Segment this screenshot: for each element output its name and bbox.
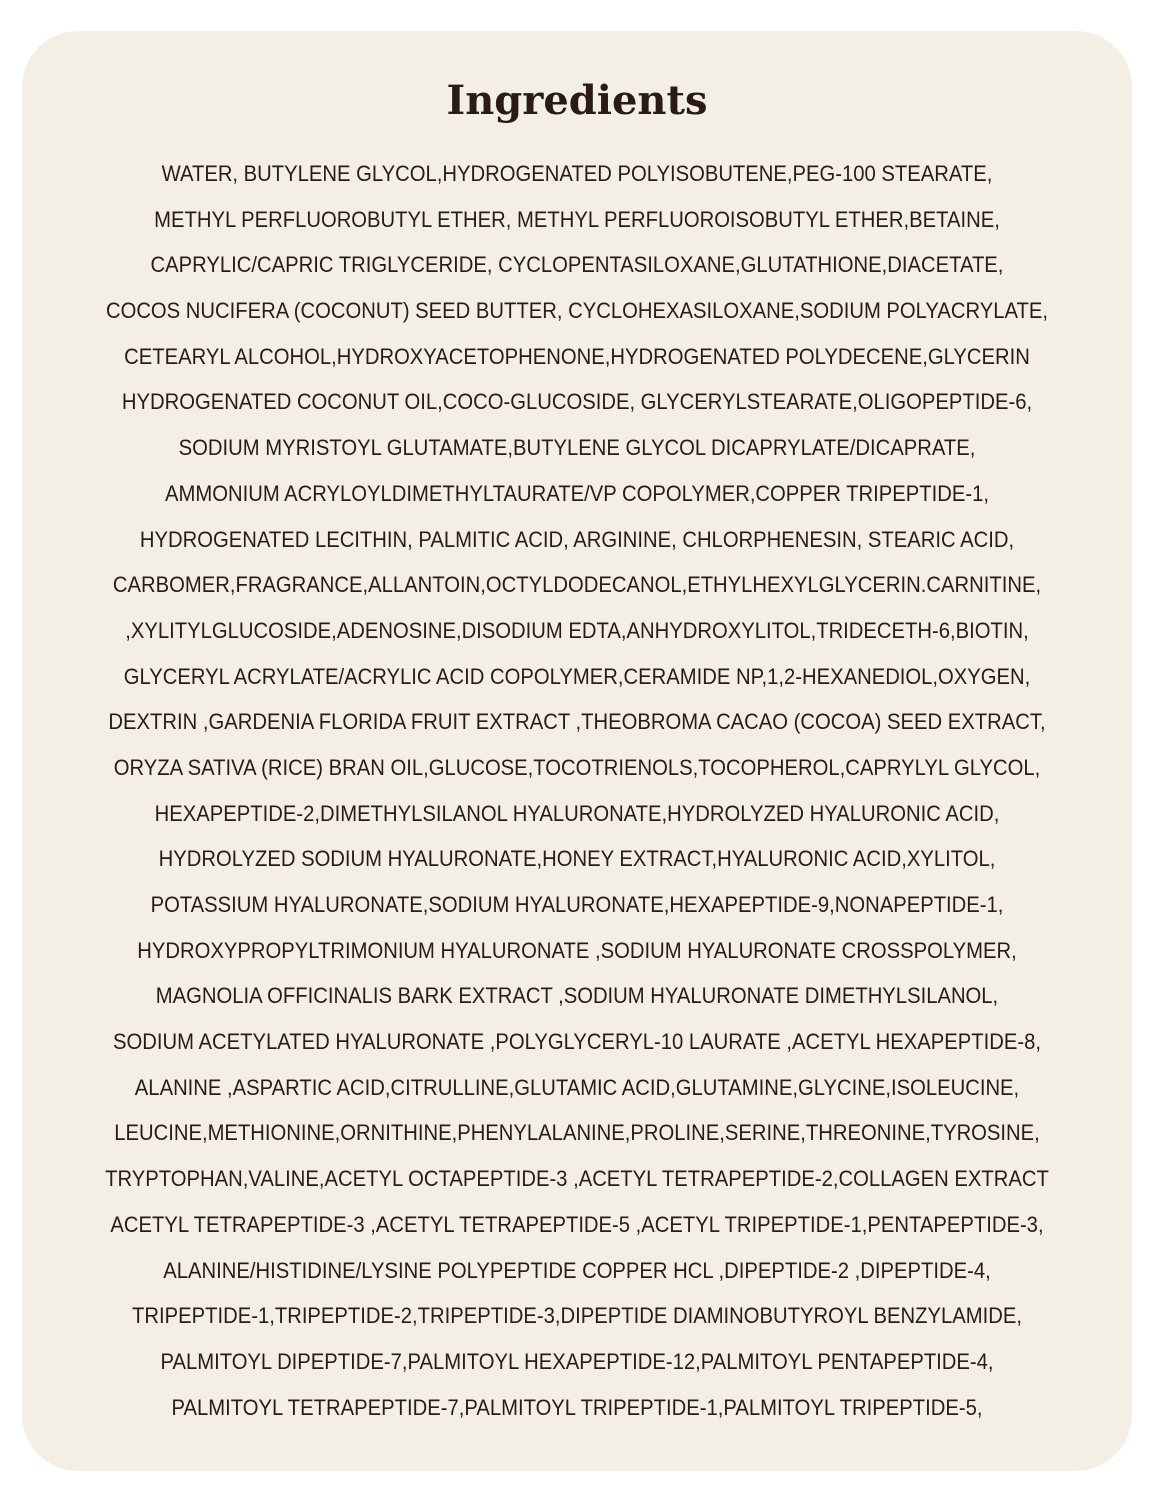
ingredient-line: SODIUM MYRISTOYL GLUTAMATE,BUTYLENE GLYCOL DICAPRYLATE/DICAPRATE, (178, 435, 976, 461)
ingredient-line: ALANINE/HISTIDINE/LYSINE POLYPEPTIDE COPPER HCL ,DIPEPTIDE-2 ,DIPEPTIDE-4, (163, 1257, 991, 1283)
ingredient-line: LEUCINE,METHIONINE,ORNITHINE,PHENYLALANINE,PROLINE,SERINE,THREONINE,TYROSINE, (114, 1120, 1040, 1146)
ingredient-line: PALMITOYL TETRAPEPTIDE-7,PALMITOYL TRIPEPTIDE-1,PALMITOYL TRIPEPTIDE-5, (171, 1394, 983, 1420)
ingredient-line: SODIUM ACETYLATED HYALURONATE ,POLYGLYCERYL-10 LAURATE ,ACETYL HEXAPEPTIDE-8, (113, 1029, 1041, 1055)
ingredient-line: GLYCERYL ACRYLATE/ACRYLIC ACID COPOLYMER,CERAMIDE NP,1,2-HEXANEDIOL,OXYGEN, (123, 663, 1031, 689)
ingredient-line: AMMONIUM ACRYLOYLDIMETHYLTAURATE/VP COPOLYMER,COPPER TRIPEPTIDE-1, (164, 480, 990, 506)
ingredient-line: METHYL PERFLUOROBUTYL ETHER, METHYL PERFLUOROISOBUTYL ETHER,BETAINE, (154, 206, 1000, 232)
ingredient-line: HYDROLYZED SODIUM HYALURONATE,HONEY EXTRACT,HYALURONIC ACID,XYLITOL, (158, 846, 996, 872)
ingredient-line: CARBOMER,FRAGRANCE,ALLANTOIN,OCTYLDODECANOL,ETHYLHEXYLGLYCERIN.CARNITINE, (112, 572, 1042, 598)
ingredient-line: COCOS NUCIFERA (COCONUT) SEED BUTTER, CYCLOHEXASILOXANE,SODIUM POLYACRYLATE, (105, 298, 1049, 324)
ingredient-line: ALANINE ,ASPARTIC ACID,CITRULLINE,GLUTAMIC ACID,GLUTAMINE,GLYCINE,ISOLEUCINE, (134, 1074, 1020, 1100)
page-title: Ingredients (446, 77, 708, 124)
ingredient-line: ,XYLITYLGLUCOSIDE,ADENOSINE,DISODIUM EDTA,ANHYDROXYLITOL,TRIDECETH-6,BIOTIN, (125, 617, 1029, 643)
ingredient-line: TRYPTOPHAN,VALINE,ACETYL OCTAPEPTIDE-3 ,ACETYL TETRAPEPTIDE-2,COLLAGEN EXTRACT (105, 1166, 1049, 1192)
ingredient-line: PALMITOYL DIPEPTIDE-7,PALMITOYL HEXAPEPTIDE-12,PALMITOYL PENTAPEPTIDE-4, (160, 1348, 994, 1374)
ingredient-line: ACETYL TETRAPEPTIDE-3 ,ACETYL TETRAPEPTIDE-5 ,ACETYL TRIPEPTIDE-1,PENTAPEPTIDE-3, (110, 1211, 1044, 1237)
ingredient-line: DEXTRIN ,GARDENIA FLORIDA FRUIT EXTRACT ,THEOBROMA CACAO (COCOA) SEED EXTRACT, (108, 709, 1046, 735)
ingredient-line: POTASSIUM HYALURONATE,SODIUM HYALURONATE,HEXAPEPTIDE-9,NONAPEPTIDE-1, (150, 892, 1004, 917)
ingredient-line: HYDROGENATED LECITHIN, PALMITIC ACID, ARGININE, CHLORPHENESIN, STEARIC ACID, (139, 526, 1015, 552)
ingredient-line: WATER, BUTYLENE GLYCOL,HYDROGENATED POLYISOBUTENE,PEG-100 STEARATE, (161, 161, 993, 186)
ingredient-line: HEXAPEPTIDE-2,DIMETHYLSILANOL HYALURONATE,HYDROLYZED HYALURONIC ACID, (154, 800, 1000, 826)
ingredient-line: HYDROGENATED COCONUT OIL,COCO-GLUCOSIDE, GLYCERYLSTEARATE,OLIGOPEPTIDE-6, (121, 389, 1033, 415)
ingredient-line: TRIPEPTIDE-1,TRIPEPTIDE-2,TRIPEPTIDE-3,DIPEPTIDE DIAMINOBUTYROYL BENZYLAMIDE, (132, 1303, 1022, 1329)
ingredient-line: CAPRYLIC/CAPRIC TRIGLYCERIDE, CYCLOPENTASILOXANE,GLUTATHIONE,DIACETATE, (150, 252, 1004, 278)
ingredient-line: MAGNOLIA OFFICINALIS BARK EXTRACT ,SODIUM HYALURONATE DIMETHYLSILANOL, (155, 983, 999, 1009)
ingredient-line: ORYZA SATIVA (RICE) BRAN OIL,GLUCOSE,TOCOTRIENOLS,TOCOPHEROL,CAPRYLYL GLYCOL, (113, 754, 1041, 780)
ingredients-list (0, 151, 1154, 1430)
ingredient-line: CETEARYL ALCOHOL,HYDROXYACETOPHENONE,HYDROGENATED POLYDECENE,GLYCERIN (124, 343, 1030, 369)
ingredient-line: HYDROXYPROPYLTRIMONIUM HYALURONATE ,SODIUM HYALURONATE CROSSPOLYMER, (137, 937, 1017, 963)
